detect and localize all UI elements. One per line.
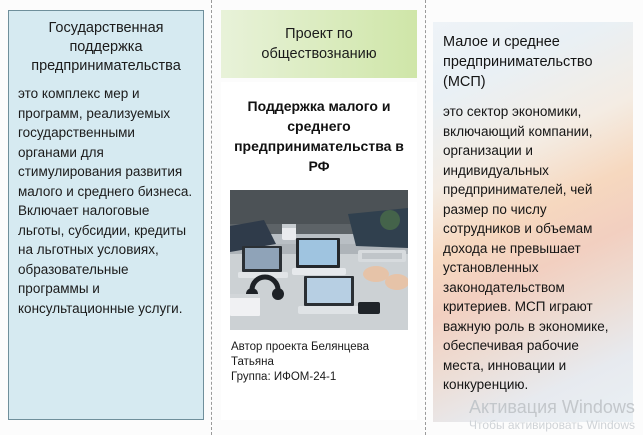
panel-middle-group: Группа: ИФОМ-24-1 <box>231 371 337 383</box>
fold-guide-right <box>425 0 426 435</box>
watermark-line-2: Чтобы активировать Windows <box>469 418 635 432</box>
panel-right <box>433 0 633 435</box>
watermark-line-1: Активация Windows <box>469 397 635 417</box>
panel-right-title: Малое и среднее предпринимательство (МСП) <box>443 34 593 90</box>
panel-middle-title: Поддержка малого и среднего предпринимательства в РФ <box>234 98 404 174</box>
panel-left-body: это комплекс мер и программ, реализуемых государственными органами для стимулирования развития малого и среднего бизнеса. Включает налоговые льготы, субсидии, кредиты на льготных условиях, образовательные программы и консультационные услуги. <box>18 86 193 316</box>
panel-right-body: это сектор экономики, включающий компании, организации и индивидуальных предпринимателей, чей размер по числу сотрудников и объемам дохода не превышает установленных законодательством критериев. МСП играют важную роль в экономике, обеспечивая рабочие места, инновации и конкуренцию. <box>443 104 609 392</box>
panel-left-title: Государственная поддержка предпринимательства <box>31 20 181 74</box>
panel-middle-body <box>221 82 417 420</box>
panel-right-card <box>433 22 633 422</box>
panel-left-card <box>8 10 204 420</box>
panel-middle <box>221 0 417 435</box>
fold-guide-left <box>211 0 212 435</box>
office-desk-with-laptops-photo <box>230 190 408 330</box>
panel-middle-author: Автор проекта Белянцева Татьяна <box>231 341 370 368</box>
panel-left <box>8 0 204 435</box>
panel-middle-header: Проект по обществознанию <box>221 10 417 78</box>
